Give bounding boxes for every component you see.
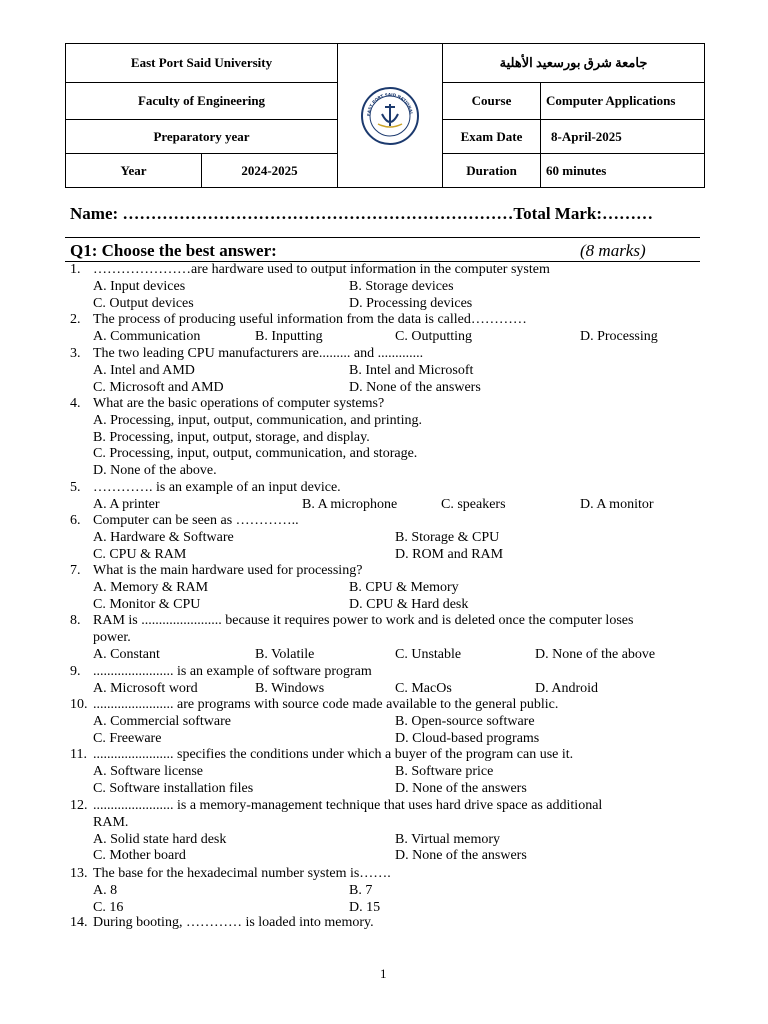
year-value: 2024-2025 (202, 154, 338, 188)
course-value: Computer Applications (541, 83, 705, 120)
question-number: 3. (70, 346, 81, 361)
faculty-name: Faculty of Engineering (66, 83, 338, 120)
answer-option[interactable]: D. Cloud-based programs (395, 730, 540, 746)
answer-option[interactable]: C. speakers (441, 496, 506, 512)
answer-option[interactable]: A. Intel and AMD (93, 362, 195, 378)
answer-option[interactable]: A. Hardware & Software (93, 529, 234, 545)
answer-option[interactable]: C. CPU & RAM (93, 546, 187, 562)
answer-option[interactable]: D. None of the answers (349, 379, 481, 395)
question-text: …………………are hardware used to output information in the computer system (93, 262, 550, 277)
answer-option[interactable]: A. Constant (93, 646, 160, 662)
question-number: 8. (70, 613, 81, 628)
question-number: 1. (70, 262, 81, 277)
answer-option[interactable]: C. 16 (93, 899, 124, 915)
answer-option[interactable]: A. Software license (93, 763, 204, 779)
answer-option[interactable]: B. Software price (395, 763, 494, 779)
duration-label: Duration (443, 154, 541, 188)
question-text: What is the main hardware used for processing? (93, 563, 363, 578)
answer-option[interactable]: B. Open-source software (395, 713, 535, 729)
duration-value: 60 minutes (541, 154, 705, 188)
answer-option[interactable]: C. Output devices (93, 295, 194, 311)
answer-option[interactable]: C. Mother board (93, 848, 186, 864)
question-text: …………. is an example of an input device. (93, 480, 341, 495)
answer-option[interactable]: A. Memory & RAM (93, 579, 209, 595)
question-text: Computer can be seen as ………….. (93, 513, 299, 528)
question-text-continued: RAM. (93, 814, 129, 830)
answer-option[interactable]: C. Outputting (395, 328, 473, 344)
answer-option[interactable]: B. Storage devices (349, 278, 454, 294)
answer-option[interactable]: B. Windows (255, 680, 325, 696)
question-text: The process of producing useful information from the data is called………… (93, 312, 527, 327)
answer-option[interactable]: D. Processing devices (349, 295, 473, 311)
question-text: ....................... specifies the conditions under which a buyer of the program can use it. (93, 747, 574, 762)
question-text: What are the basic operations of computer systems? (93, 396, 385, 411)
answer-option[interactable]: C. Monitor & CPU (93, 596, 201, 612)
answer-option[interactable]: D. None of the above. (93, 463, 217, 479)
exam-header-table (65, 43, 705, 188)
answer-option[interactable]: B. A microphone (302, 496, 398, 512)
answer-option[interactable]: B. Processing, input, output, storage, and display. (93, 429, 370, 445)
answer-option[interactable]: B. Inputting (255, 328, 323, 344)
question-text: ....................... is a memory-management technique that uses hard drive space as additional (93, 798, 603, 813)
answer-option[interactable]: C. MacOs (395, 680, 452, 696)
answer-option[interactable]: A. Input devices (93, 278, 186, 294)
answer-option[interactable]: D. A monitor (580, 496, 654, 512)
question-text: The two leading CPU manufacturers are......... and ............. (93, 346, 424, 361)
page-number: 1 (380, 966, 387, 981)
q1-marks: (8 marks) (580, 241, 646, 260)
answer-option[interactable]: A. Commercial software (93, 713, 232, 729)
answer-option[interactable]: D. CPU & Hard desk (349, 596, 469, 612)
exam-date-value: 8-April-2025 (541, 120, 705, 154)
answer-option[interactable]: A. Microsoft word (93, 680, 198, 696)
divider (65, 237, 700, 238)
program-name: Preparatory year (66, 120, 338, 154)
answer-option[interactable]: A. Processing, input, output, communication, and printing. (93, 412, 422, 428)
course-label: Course (443, 83, 541, 120)
question-text: The base for the hexadecimal number system is……. (93, 866, 391, 881)
question-number: 11. (70, 747, 87, 762)
question-text-continued: power. (93, 629, 131, 645)
question-number: 2. (70, 312, 81, 327)
answer-option[interactable]: D. 15 (349, 899, 381, 915)
question-number: 9. (70, 664, 81, 679)
question-text: ....................... are programs with source code made available to the general public. (93, 697, 559, 712)
answer-option[interactable]: B. 7 (349, 882, 373, 898)
answer-option[interactable]: D. Android (535, 680, 598, 696)
answer-option[interactable]: D. Processing (580, 328, 658, 344)
question-number: 7. (70, 563, 81, 578)
answer-option[interactable]: C. Processing, input, output, communication, and storage. (93, 446, 418, 462)
university-seal-icon (360, 80, 420, 152)
question-number: 12. (70, 798, 88, 813)
question-number: 10. (70, 697, 88, 712)
question-number: 4. (70, 396, 81, 411)
question-text: ....................... is an example of software program (93, 664, 372, 679)
exam-date-label: Exam Date (443, 120, 541, 154)
university-name-en: East Port Said University (66, 44, 338, 83)
answer-option[interactable]: D. None of the above (535, 646, 656, 662)
question-number: 13. (70, 866, 88, 881)
seal-text: EAST PORT SAID NATIONAL (365, 91, 415, 116)
answer-option[interactable]: C. Microsoft and AMD (93, 379, 224, 395)
answer-option[interactable]: C. Software installation files (93, 780, 254, 796)
name-total-mark-line: Name: ……………………………………………………………Total Mark:……… (70, 204, 654, 223)
answer-option[interactable]: D. None of the answers (395, 780, 527, 796)
answer-option[interactable]: A. Solid state hard desk (93, 831, 227, 847)
answer-option[interactable]: C. Unstable (395, 646, 462, 662)
question-number: 5. (70, 480, 81, 495)
question-text: During booting, ………… is loaded into memory. (93, 915, 374, 930)
question-number: 14. (70, 915, 88, 930)
answer-option[interactable]: D. None of the answers (395, 848, 527, 864)
answer-option[interactable]: A. 8 (93, 882, 118, 898)
answer-option[interactable]: D. ROM and RAM (395, 546, 504, 562)
university-logo-cell (338, 44, 443, 188)
question-text: RAM is ....................... because it requires power to work and is deleted once the computer loses (93, 613, 634, 628)
answer-option[interactable]: A. A printer (93, 496, 160, 512)
year-label: Year (66, 154, 202, 188)
answer-option[interactable]: B. Volatile (255, 646, 315, 662)
answer-option[interactable]: A. Communication (93, 328, 201, 344)
question-number: 6. (70, 513, 81, 528)
answer-option[interactable]: B. CPU & Memory (349, 579, 459, 595)
answer-option[interactable]: B. Virtual memory (395, 831, 501, 847)
answer-option[interactable]: B. Intel and Microsoft (349, 362, 474, 378)
answer-option[interactable]: B. Storage & CPU (395, 529, 500, 545)
q1-title: Q1: Choose the best answer: (70, 241, 277, 260)
university-name-ar: جامعة شرق بورسعيد الأهلية (443, 44, 705, 83)
answer-option[interactable]: C. Freeware (93, 730, 162, 746)
